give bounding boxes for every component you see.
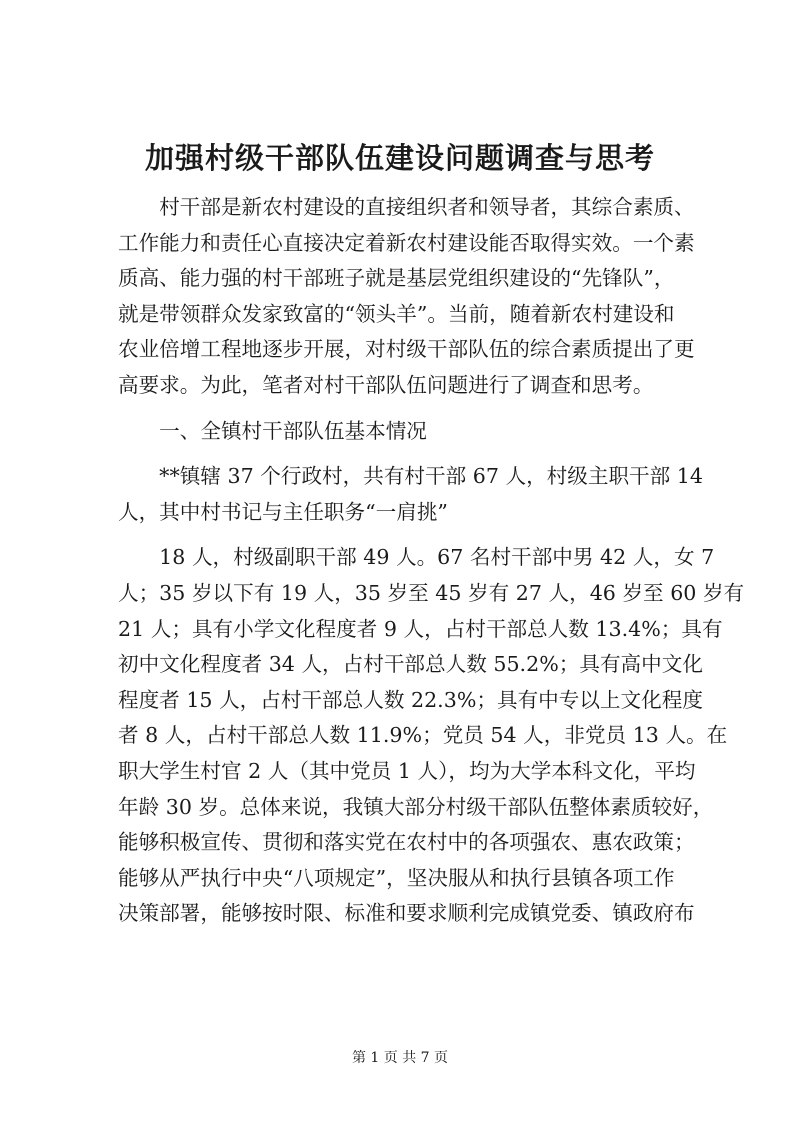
text-line: 程度者 15 人，占村干部总人数 22.3%；具有中专以上文化程度 [118,687,703,712]
text-line: 村干部是新农村建设的直接组织者和领导者，其综合素质、 [118,195,695,219]
text-line: 职大学生村官 2 人（其中党员 1 人），均为大学本科文化，平均 [118,758,696,783]
paragraph-gap [118,449,718,459]
text-line: 工作能力和责任心直接决定着新农村建设能否取得实效。一个素 [118,230,695,255]
text-line: 就是带领群众发家致富的“领头羊”。当前，随着新农村建设和 [118,301,675,326]
document-title: 加强村级干部队伍建设问题调查与思考 [144,141,655,175]
section-heading [118,414,718,450]
text-line: 18 人，村级副职干部 49 人。67 名村干部中男 42 人，女 7 [118,545,715,570]
text-line: 初中文化程度者 34 人，占村干部总人数 55.2%；具有高中文化 [118,652,703,677]
text-line: 能够积极宣传、贯彻和落实党在农村中的各项强农、惠农政策； [118,830,695,855]
heading-line: 一、全镇村干部队伍基本情况 [118,418,427,443]
text-line: 人；35 岁以下有 19 人，35 岁至 45 岁有 27 人，46 岁至 60 岁有 [118,580,745,605]
text-line: **镇辖 37 个行政村，共有村干部 67 人，村级主职干部 14 [118,464,703,489]
text-line: 者 8 人，占村干部总人数 11.9%；党员 54 人，非党员 13 人。在 [118,723,728,748]
paragraph-gap [118,530,718,540]
text-line: 高要求。为此，笔者对村干部队伍问题进行了调查和思考。 [118,372,654,397]
paragraph-overview [118,459,718,530]
document-body [118,190,745,932]
page-number-footer: 第 1 页 共 7 页 [351,1050,449,1066]
text-line: 人，其中村书记与主任职务“一肩挑” [118,499,448,524]
text-line: 21 人；具有小学文化程度者 9 人，占村干部总人数 13.4%；具有 [118,616,723,641]
paragraph-intro [118,190,718,404]
text-line: 决策部署，能够按时限、标准和要求顺利完成镇党委、镇政府布 [118,901,695,926]
text-line: 农业倍增工程地逐步开展，对村级干部队伍的综合素质提出了更 [118,337,695,362]
paragraph-statistics [118,540,745,932]
paragraph-gap [118,404,718,414]
text-line: 质高、能力强的村干部班子就是基层党组织建设的“先锋队”， [118,266,675,291]
text-line: 能够从严执行中央“八项规定”，坚决服从和执行县镇各项工作 [118,865,675,890]
text-line: 年龄 30 岁。总体来说，我镇大部分村级干部队伍整体素质较好， [118,794,714,819]
